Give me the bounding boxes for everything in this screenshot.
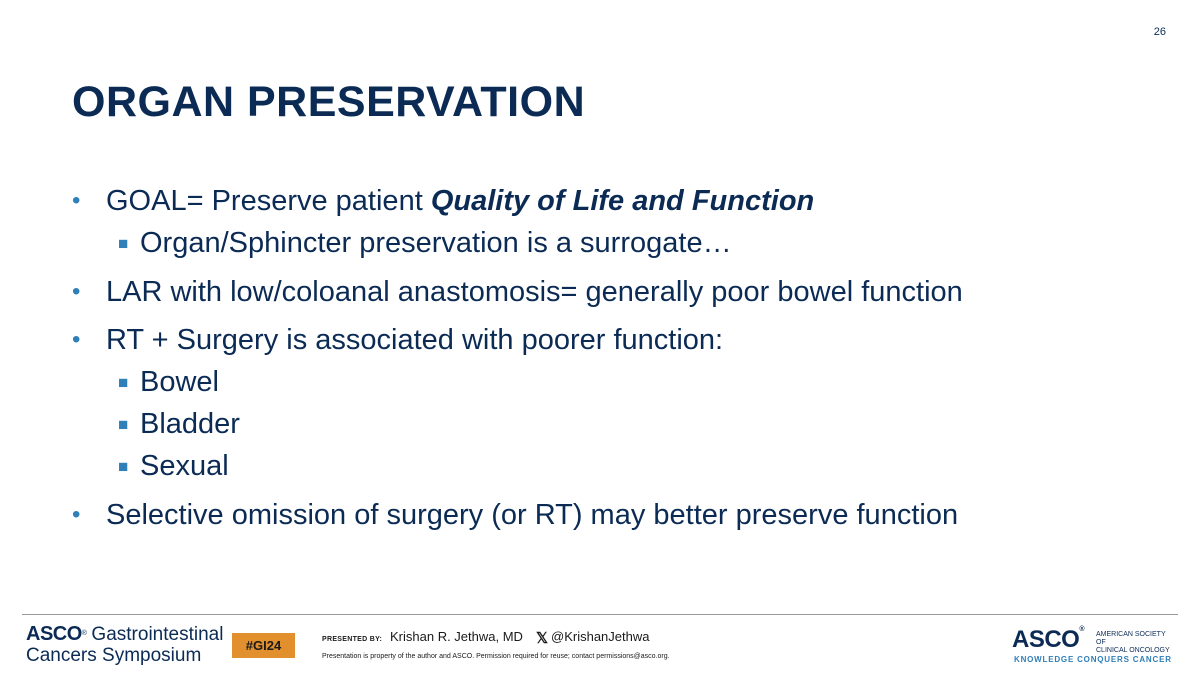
bullet-square-icon: ■ xyxy=(118,415,129,434)
copyright-disclaimer: Presentation is property of the author and ASCO. Permission required for reuse; contact permissions@asco.org. xyxy=(322,653,670,660)
page-number: 26 xyxy=(1153,26,1166,38)
asco-tagline: KNOWLEDGE CONQUERS CANCER xyxy=(1014,655,1172,664)
bullet-emphasis: Quality of Life and Function xyxy=(430,185,815,217)
bullet-rt-surgery xyxy=(72,323,1152,365)
sub-bullet-bladder xyxy=(72,407,1152,449)
bullet-square-icon: ■ xyxy=(118,457,129,476)
bullet-text: Bladder xyxy=(140,408,240,440)
asco-brand: ASCO xyxy=(1012,626,1080,653)
social-handle: @KrishanJethwa xyxy=(551,629,650,644)
bullet-list xyxy=(72,184,1152,540)
sub-bullet-surrogate xyxy=(72,226,1152,275)
bullet-dot-icon: • xyxy=(72,326,81,353)
asco-org-name xyxy=(1096,631,1177,655)
bullet-text: Organ/Sphincter preservation is a surrogate… xyxy=(140,227,732,259)
presenter-name: Krishan R. Jethwa, MD xyxy=(390,629,523,644)
slide-title: ORGAN PRESERVATION xyxy=(72,78,586,126)
presented-by-label: PRESENTED BY: xyxy=(322,636,383,643)
bullet-text: Sexual xyxy=(140,450,229,482)
bullet-text: RT + Surgery is associated with poorer function: xyxy=(106,324,724,356)
bullet-square-icon: ■ xyxy=(118,373,129,392)
logo-line1: Gastrointestinal xyxy=(91,624,224,645)
bullet-goal xyxy=(72,184,1152,226)
bullet-selective-omission xyxy=(72,498,1152,540)
bullet-dot-icon: • xyxy=(72,187,81,214)
bullet-dot-icon: • xyxy=(72,501,81,528)
bullet-text: Bowel xyxy=(140,366,219,398)
asco-wordmark xyxy=(1012,626,1084,654)
bullet-square-icon: ■ xyxy=(118,234,129,253)
footer-divider xyxy=(22,614,1178,615)
gi-symposium-logo xyxy=(26,624,223,666)
bullet-text: GOAL= Preserve patient xyxy=(106,185,431,217)
asco-reg-mark: ® xyxy=(1079,626,1085,633)
asco-org-line1: AMERICAN SOCIETY OF xyxy=(1096,631,1166,646)
bullet-lar xyxy=(72,275,1152,323)
logo-brand: ASCO xyxy=(26,623,82,645)
bullet-text: Selective omission of surgery (or RT) may better preserve function xyxy=(106,499,959,531)
sub-bullet-sexual xyxy=(72,449,1152,498)
logo-reg-mark: ® xyxy=(81,630,87,637)
bullet-text: LAR with low/coloanal anastomosis= generally poor bowel function xyxy=(106,276,963,308)
x-logo-icon: 𝕏 xyxy=(536,630,549,647)
bullet-dot-icon: • xyxy=(72,278,81,305)
asco-logo xyxy=(1012,626,1177,666)
asco-org-line2: CLINICAL ONCOLOGY xyxy=(1096,647,1170,654)
hashtag-badge: #GI24 xyxy=(232,633,295,658)
sub-bullet-bowel xyxy=(72,365,1152,407)
logo-line2: Cancers Symposium xyxy=(26,645,202,666)
